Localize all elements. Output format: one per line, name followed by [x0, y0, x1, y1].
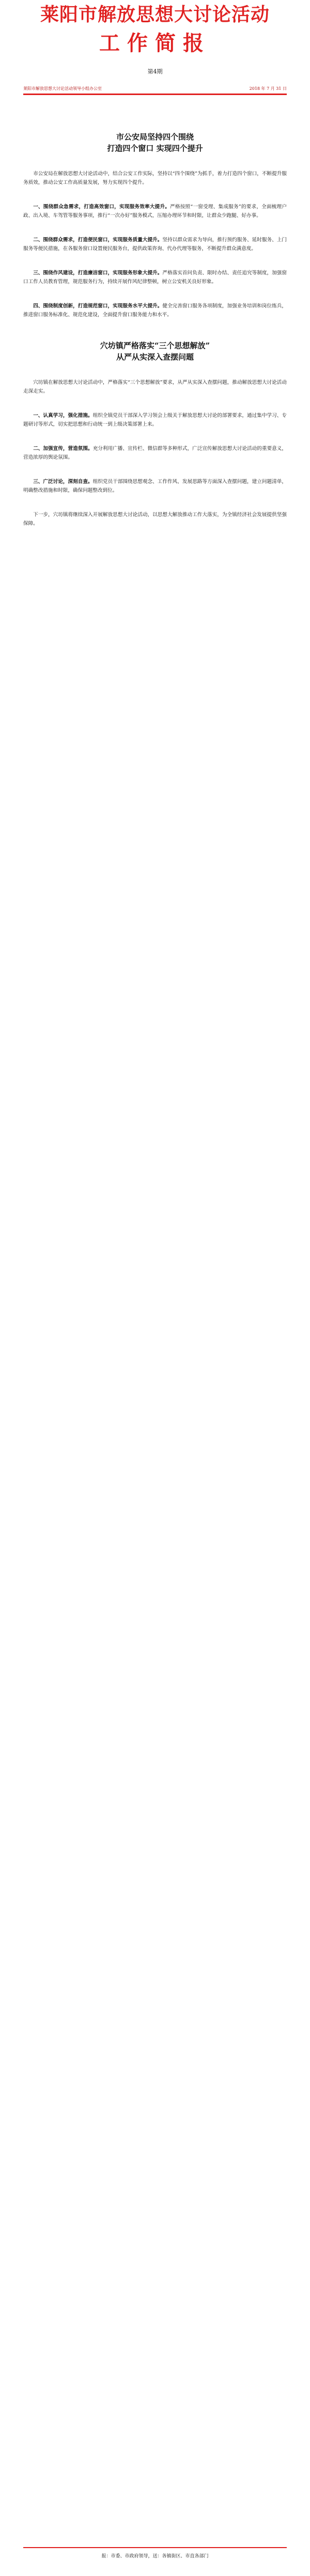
- paragraph: 下一步，穴坊镇将继续深入开展解放思想大讨论活动，以思想大解放推动工作大落实，为全镇经济社会发展提供坚强保障。: [23, 512, 287, 526]
- article-title-line: 市公安局坚持四个围绕: [116, 132, 194, 142]
- issue-date: 2018 年 7 月 31 日: [249, 86, 287, 91]
- paragraph: 二、加强宣传，营造氛围。充分利用广播、宣传栏、微信群等多种形式，广泛宣传解放思想大讨论活动的重要意义，营造浓厚的舆论氛围。: [23, 446, 287, 460]
- article-2: [23, 340, 287, 528]
- paragraph: 一、围绕群众急需求，打造高效窗口，实现服务效率大提升。严格按照“一窗受理、集成服务”的要求，全面梳理户政、出入境、车驾管等服务事项，推行“一次办好”服务模式，压缩办理环节和时限，让群众少跑腿、好办事。: [23, 204, 287, 219]
- issuer: 莱阳市解放思想大讨论活动领导小组办公室: [23, 86, 102, 91]
- article-title-line: 打造四个窗口 实现四个提升: [107, 144, 203, 153]
- paragraph: 二、围绕群众需求，打造便民窗口，实现服务质量大提升。坚持以群众需求为导向，推行预约服务、延时服务、上门服务等便民措施，在各服务窗口设置便民服务台，提供政策咨询、代办代理等服务，不断提升群众满意度。: [23, 237, 287, 252]
- footer-distribution: 报：市委、市政府领导，送：各镇街区、市直各部门: [23, 2547, 287, 2559]
- masthead-title: 莱阳市解放思想大讨论活动: [40, 4, 270, 25]
- masthead-subtitle: 工作简报: [99, 31, 211, 55]
- paragraph: 穴坊镇在解放思想大讨论活动中，严格落实“三个思想解放”要求，从严从实深入查摆问题，推动解放思想大讨论活动走深走实。: [23, 380, 287, 394]
- issuer-line: [23, 86, 287, 95]
- article-title-line: 穴坊镇严格落实“三个思想解放”: [100, 341, 210, 350]
- masthead: [0, 0, 310, 58]
- issue-number: 第4期: [147, 68, 163, 75]
- article-1: [23, 131, 287, 319]
- paragraph: 三、围绕作风建设，打造廉洁窗口，实现服务形象大提升。严格落实首问负责、限时办结、责任追究等制度，加强窗口工作人员教育管理，规范服务行为，持续开展作风纪律整顿，树立公安机关良好形象。: [23, 270, 287, 285]
- paragraph: 一、认真学习，强化措施。组织全镇党员干部深入学习领会上级关于解放思想大讨论的部署要求，通过集中学习、专题研讨等形式，切实把思想和行动统一到上级决策部署上来。: [23, 413, 287, 427]
- paragraph: 市公安局在解放思想大讨论活动中，结合公安工作实际，坚持以“四个围绕”为抓手，着力打造四个窗口，不断提升服务质效，推动公安工作高质量发展，努力实现四个提升。: [23, 171, 287, 185]
- article-title-line: 从严从实深入查摆问题: [116, 352, 194, 362]
- paragraph: 三、广泛讨论，深刻自查。组织党员干部围绕思想观念、工作作风、发展思路等方面深入查摆问题，建立问题清单，明确整改措施和时限，确保问题整改到位。: [23, 479, 287, 493]
- paragraph: 四、围绕制度创新，打造规范窗口，实现服务水平大提升。健全完善窗口服务各项制度，加强业务培训和岗位练兵，推进窗口服务标准化、规范化建设，全面提升窗口服务能力和水平。: [23, 303, 287, 318]
